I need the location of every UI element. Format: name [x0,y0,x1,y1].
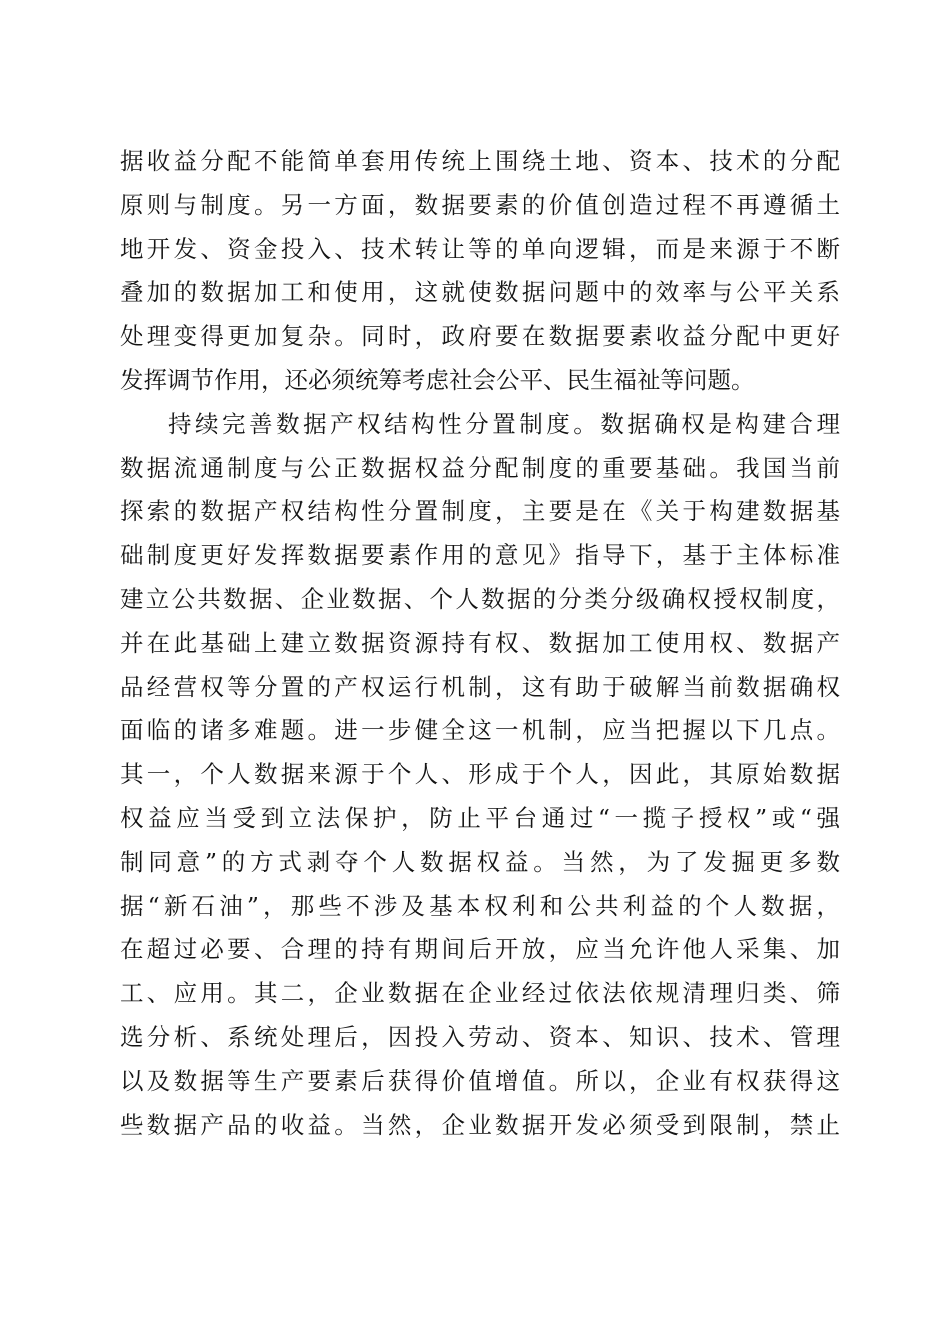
text-line: 据收益分配不能简单套用传统上围绕土地、资本、技术的分配 [120,147,840,175]
body-text [120,140,840,1147]
text-line: 其一，个人数据来源于个人、形成于个人，因此，其原始数据 [120,760,840,789]
text-line: 发挥调节作用，还必须统筹考虑社会公平、民生福祉等问题。 [120,365,755,394]
text-line: 础制度更好发挥数据要素作用的意见》指导下，基于主体标准 [120,541,840,570]
text-line: 并在此基础上建立数据资源持有权、数据加工使用权、数据产 [120,628,840,657]
text-line: 数据流通制度与公正数据权益分配制度的重要基础。我国当前 [120,453,840,482]
text-line: 叠加的数据加工和使用，这就使数据问题中的效率与公平关系 [120,278,840,307]
text-line: 品经营权等分置的产权运行机制，这有助于破解当前数据确权 [120,672,840,701]
text-line: 工、应用。其二，企业数据在企业经过依法依规清理归类、筛 [120,979,840,1008]
text-line: 以及数据等生产要素后获得价值增值。所以，企业有权获得这 [120,1066,840,1095]
text-line: 制同意”的方式剥夺个人数据权益。当然，为了发掘更多数 [120,847,840,876]
text-line: 面临的诸多难题。进一步健全这一机制，应当把握以下几点。 [120,716,840,745]
text-line: 原则与制度。另一方面，数据要素的价值创造过程不再遵循土 [120,190,840,219]
text-line: 建立公共数据、企业数据、个人数据的分类分级确权授权制度， [120,584,840,613]
text-line: 持续完善数据产权结构性分置制度。数据确权是构建合理 [168,409,840,438]
text-line: 地开发、资金投入、技术转让等的单向逻辑，而是来源于不断 [120,234,840,263]
text-line: 探索的数据产权结构性分置制度，主要是在《关于构建数据基 [120,497,840,526]
text-line: 些数据产品的收益。当然，企业数据开发必须受到限制，禁止 [120,1110,840,1139]
text-line: 选分析、系统处理后，因投入劳动、资本、知识、技术、管理 [120,1022,840,1051]
text-line: 权益应当受到立法保护，防止平台通过“一揽子授权”或“强 [120,803,840,832]
text-line: 据“新石油”，那些不涉及基本权利和公共利益的个人数据， [120,891,840,920]
text-line: 在超过必要、合理的持有期间后开放，应当允许他人采集、加 [120,935,840,964]
text-line: 处理变得更加复杂。同时，政府要在数据要素收益分配中更好 [120,322,840,351]
